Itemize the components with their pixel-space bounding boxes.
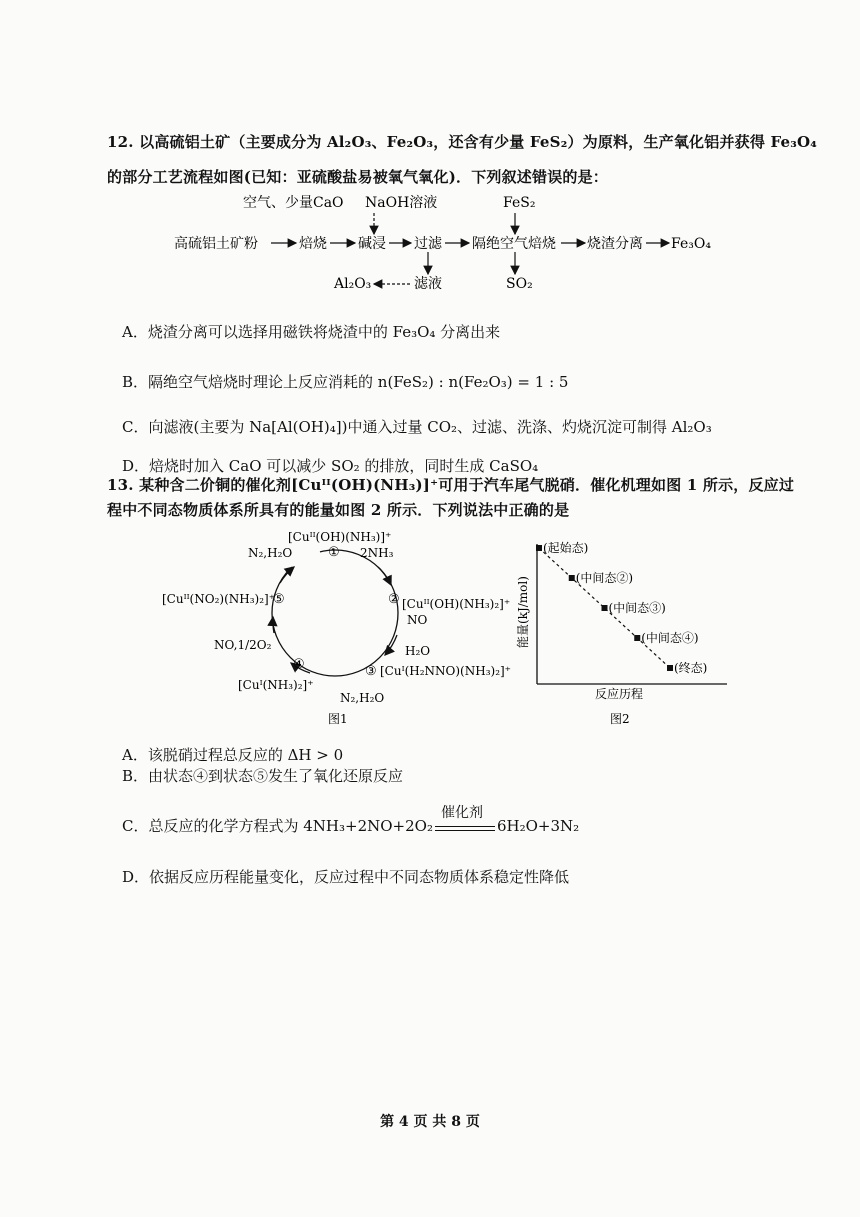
q12-option-b[interactable]: B．隔绝空气焙烧时理论上反应消耗的 n(FeS₂) : n(Fe₂O₃) = 1 : 5	[122, 373, 569, 391]
energy-point-2	[569, 575, 575, 581]
q13-stem-line1: 13. 某种含二价铜的催化剂[Cuᴵᴵ(OH)(NH₃)]⁺可用于汽车尾气脱硝．催化机理如图 1 所示，反应过	[107, 476, 795, 494]
flow-above-naoh: NaOH溶液	[365, 195, 438, 211]
cycle-in-nh3: 2NH₃	[360, 546, 394, 560]
cycle-right2-species: [Cuᴵᴵ(OH)(NH₃)₂]⁺	[402, 597, 511, 611]
flow-node-fe3o4: Fe₃O₄	[671, 236, 711, 252]
energy-point-4	[634, 635, 640, 641]
flow-node-roast: 焙烧	[299, 236, 327, 252]
cycle-left5-species: [Cuᴵᴵ(NO₂)(NH₃)₂]⁺	[162, 592, 276, 606]
catalyst-equals-sign	[435, 804, 495, 831]
flow-node-leach: 碱浸	[358, 236, 386, 252]
cycle-in-no: NO	[407, 613, 428, 627]
cycle-state-3: ③	[365, 664, 377, 679]
flow-node-roast-noair: 隔绝空气焙烧	[472, 236, 556, 252]
cycle-out-n2h2o-top: N₂,H₂O	[248, 546, 293, 560]
q13-option-b[interactable]: B．由状态④到状态⑤发生了氧化还原反应	[122, 767, 404, 785]
cycle-out-h2o: H₂O	[405, 644, 431, 658]
cycle-state-5: ⑤	[273, 592, 285, 607]
energy-point-label-4: (中间态④)	[641, 631, 699, 645]
cycle-top-species: [Cuᴵᴵ(OH)(NH₃)]⁺	[288, 530, 392, 544]
chart-y-label: 能量(kJ/mol)	[516, 576, 530, 648]
flow-node-ore: 高硫铝土矿粉	[174, 236, 258, 252]
q13-option-c-post: 6H₂O+3N₂	[496, 817, 580, 835]
figure2-caption: 图2	[610, 712, 630, 726]
page-footer: 第 4 页 共 8 页	[380, 1114, 480, 1130]
flow-above-air-cao: 空气、少量CaO	[243, 195, 344, 211]
flow-node-separate: 烧渣分离	[587, 236, 643, 252]
chart-x-label: 反应历程	[595, 687, 644, 701]
q12-stem-line1: 12. 以高硫铝土矿（主要成分为 Al₂O₃、Fe₂O₃，还含有少量 FeS₂）为原料，生产氧化铝并获得 Fe₃O₄	[107, 133, 818, 151]
cycle-left4-species: [Cuᴵ(NH₃)₂]⁺	[238, 678, 314, 692]
energy-point-3	[602, 605, 608, 611]
q12-option-d[interactable]: D．焙烧时加入 CaO 可以减少 SO₂ 的排放，同时生成 CaSO₄	[122, 457, 539, 475]
q12-option-a[interactable]: A．烧渣分离可以选择用磁铁将烧渣中的 Fe₃O₄ 分离出来	[122, 323, 501, 341]
energy-point-label-2: (中间态②)	[575, 571, 634, 585]
q12-flowchart	[0, 188, 860, 308]
cycle-in-no-o2: NO,1/2O₂	[214, 638, 272, 652]
energy-point-label-3: (中间态③)	[608, 601, 666, 615]
q13-figure2-energy-chart	[515, 528, 745, 728]
q13-stem-line2: 程中不同态物质体系所具有的能量如图 2 所示．下列说法中正确的是	[107, 501, 570, 519]
flow-node-filter: 过滤	[414, 236, 442, 252]
q12-stem-line2: 的部分工艺流程如图(已知：亚硫酸盐易被氧气氧化)．下列叙述错误的是：	[107, 168, 608, 186]
energy-point-1	[536, 545, 542, 551]
flow-bottom-so2: SO₂	[506, 276, 533, 292]
cycle-state-4: ④	[293, 657, 305, 672]
flow-bottom-filtrate: 滤液	[414, 276, 442, 292]
q13-option-c[interactable]	[122, 804, 580, 836]
energy-point-5	[667, 665, 673, 671]
flow-above-fes2: FeS₂	[503, 195, 536, 211]
cycle-state-1: ①	[328, 545, 340, 560]
cycle-right3-species: [Cuᴵ(H₂NNO)(NH₃)₂]⁺	[380, 664, 512, 678]
q13-option-a[interactable]: A．该脱硝过程总反应的 ΔH > 0	[122, 746, 344, 764]
energy-point-label-5: (终态)	[674, 661, 708, 675]
q13-option-d[interactable]: D．依据反应历程能量变化，反应过程中不同态物质体系稳定性降低	[122, 868, 570, 886]
q12-option-c[interactable]: C．向滤液(主要为 Na[Al(OH)₄])中通入过量 CO₂、过滤、洗涤、灼烧沉淀可制得 Al₂O₃	[122, 418, 712, 436]
energy-point-label-1: (起始态)	[543, 541, 589, 555]
cycle-state-2: ②	[388, 592, 400, 607]
q13-figure1-cycle	[160, 525, 520, 725]
cycle-out-n2h2o-bot: N₂,H₂O	[340, 691, 385, 705]
flow-bottom-al2o3: Al₂O₃	[334, 276, 372, 292]
catalyst-label: 催化剂	[440, 804, 483, 821]
figure1-caption: 图1	[328, 712, 348, 725]
q13-option-c-pre: C．总反应的化学方程式为 4NH₃+2NO+2O₂	[122, 817, 433, 835]
